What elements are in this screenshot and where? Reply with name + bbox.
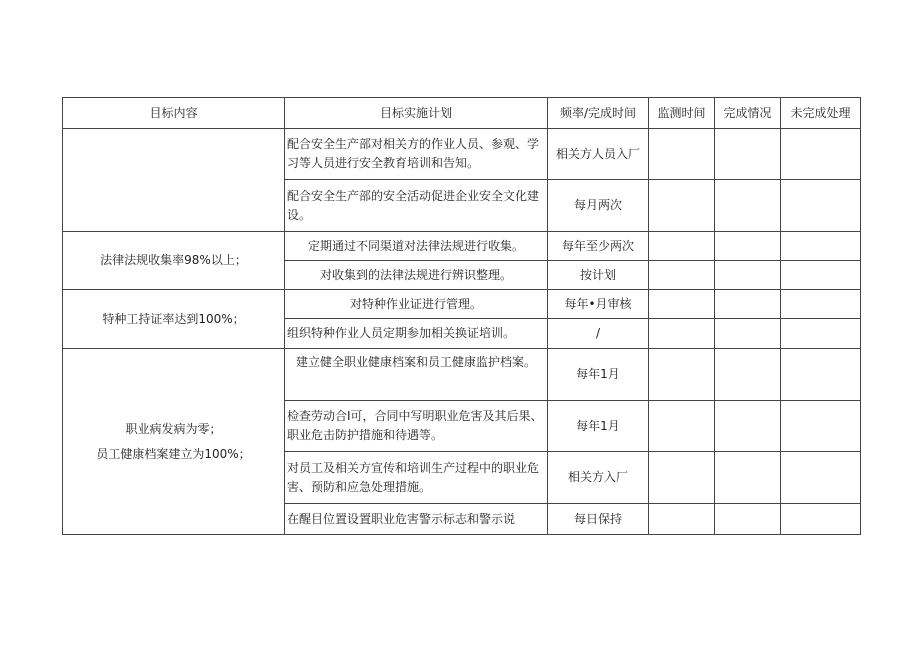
target-plan-table	[62, 97, 861, 535]
frequency-cell: 相关方入厂	[548, 452, 649, 504]
unfinished-cell	[781, 261, 861, 290]
monitor-cell	[649, 232, 715, 261]
plan-cell: 组织特种作业人员定期参加相关换证培训。	[285, 319, 548, 349]
target-line: 职业病发病为零；	[125, 421, 222, 436]
header-frequency: 频率/完成时间	[548, 98, 649, 129]
target-cell	[63, 129, 285, 232]
unfinished-cell	[781, 504, 861, 535]
monitor-cell	[649, 349, 715, 401]
frequency-cell: 每年至少两次	[548, 232, 649, 261]
header-unfinished: 未完成处理	[781, 98, 861, 129]
unfinished-cell	[781, 319, 861, 349]
table-row	[63, 290, 861, 319]
unfinished-cell	[781, 180, 861, 232]
plan-cell: 对收集到的法律法规进行辨识整理。	[285, 261, 548, 290]
plan-cell: 配合安全生产部对相关方的作业人员、参观、学习等人员进行安全教育培训和告知。	[285, 129, 548, 180]
header-target: 目标内容	[63, 98, 285, 129]
plan-cell: 定期通过不同渠道对法律法规进行收集。	[285, 232, 548, 261]
unfinished-cell	[781, 452, 861, 504]
completion-cell	[715, 232, 781, 261]
header-completion: 完成情况	[715, 98, 781, 129]
header-row	[63, 98, 861, 129]
target-plan-sheet	[62, 97, 861, 535]
frequency-cell: 每年•月审核	[548, 290, 649, 319]
monitor-cell	[649, 180, 715, 232]
target-cell	[63, 349, 285, 535]
completion-cell	[715, 504, 781, 535]
unfinished-cell	[781, 290, 861, 319]
table-row	[63, 129, 861, 180]
completion-cell	[715, 319, 781, 349]
target-cell: 法律法规收集率98%以上；	[63, 232, 285, 290]
completion-cell	[715, 290, 781, 319]
plan-cell: 检查劳动合I可，合同中写明职业危害及其后果、职业危击防护措施和待遇等。	[285, 401, 548, 452]
completion-cell	[715, 452, 781, 504]
plan-cell: 对特种作业证进行管理。	[285, 290, 548, 319]
frequency-cell: 每年1月	[548, 349, 649, 401]
completion-cell	[715, 261, 781, 290]
monitor-cell	[649, 319, 715, 349]
frequency-cell: 每日保持	[548, 504, 649, 535]
plan-cell: 建立健全职业健康档案和员工健康监护档案。	[285, 349, 548, 401]
plan-cell: 配合安全生产部的安全活动促进企业安全文化建设。	[285, 180, 548, 232]
frequency-cell: 相关方人员入厂	[548, 129, 649, 180]
frequency-cell: 按计划	[548, 261, 649, 290]
target-line: 员工健康档案建立为100%；	[96, 446, 251, 461]
unfinished-cell	[781, 232, 861, 261]
plan-cell: 对员工及相关方宣传和培训生产过程中的职业危害、预防和应急处理措施。	[285, 452, 548, 504]
plan-cell: 在醒目位置设置职业危害警示标志和警示说	[285, 504, 548, 535]
frequency-cell: 每年1月	[548, 401, 649, 452]
completion-cell	[715, 180, 781, 232]
header-monitor-time: 监测时间	[649, 98, 715, 129]
table-row	[63, 232, 861, 261]
monitor-cell	[649, 452, 715, 504]
table-row	[63, 349, 861, 401]
unfinished-cell	[781, 349, 861, 401]
frequency-cell: /	[548, 319, 649, 349]
monitor-cell	[649, 504, 715, 535]
header-plan: 目标实施计划	[285, 98, 548, 129]
target-cell: 特种工持证率达到100%；	[63, 290, 285, 349]
monitor-cell	[649, 261, 715, 290]
completion-cell	[715, 129, 781, 180]
unfinished-cell	[781, 129, 861, 180]
frequency-cell: 每月两次	[548, 180, 649, 232]
completion-cell	[715, 349, 781, 401]
completion-cell	[715, 401, 781, 452]
monitor-cell	[649, 129, 715, 180]
unfinished-cell	[781, 401, 861, 452]
monitor-cell	[649, 401, 715, 452]
monitor-cell	[649, 290, 715, 319]
